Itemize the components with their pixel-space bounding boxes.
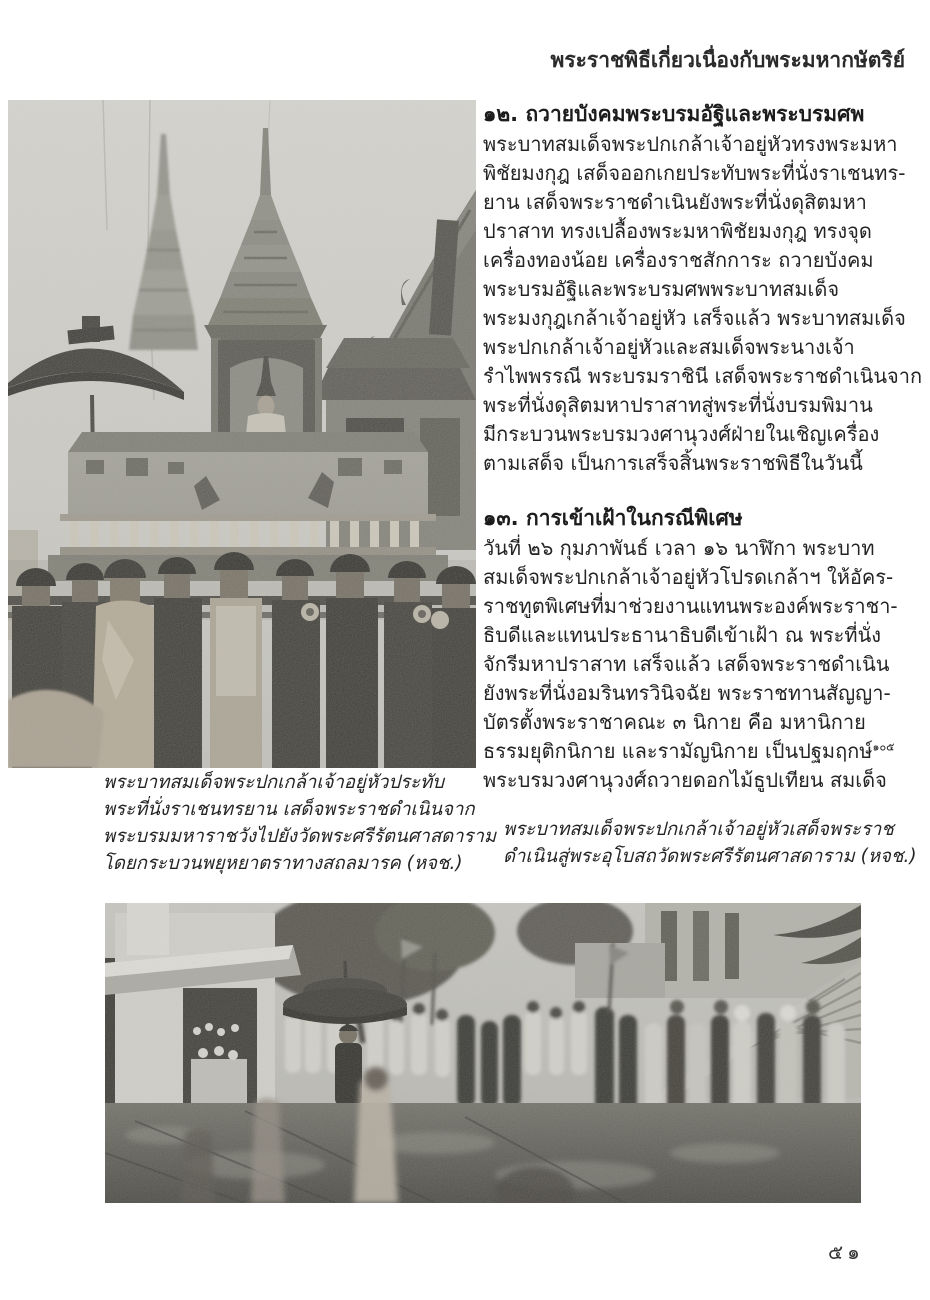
- section-body-12: [483, 130, 923, 478]
- text-line: รำไพพรรณี พระบรมราชินี เสด็จพระราชดำเนินจาก: [483, 364, 923, 388]
- text-line: พิชัยมงกุฎ เสด็จออกเกยประทับพระที่นั่งราเชนทร-: [483, 161, 906, 185]
- text-line: ตามเสด็จ เป็นการเสร็จสิ้นพระราชพิธีในวันนี้: [483, 451, 863, 475]
- text-line: ปราสาท ทรงเปลื้องพระมหาพิชัยมงกุฎ ทรงจุด: [483, 219, 872, 243]
- text-line: มีกระบวนพระบรมวงศานุวงศ์ฝ่ายในเชิญเครื่อง: [483, 422, 880, 446]
- page-number: ๕๑: [828, 1240, 864, 1264]
- text-line: สมเด็จพระปกเกล้าเจ้าอยู่หัวโปรดเกล้าฯ ให้อัคร-: [483, 565, 894, 589]
- text-line: ยาน เสด็จพระราชดำเนินยังพระที่นั่งดุสิตมหา: [483, 190, 867, 214]
- section-heading-13: ๑๓. การเข้าเฝ้าในกรณีพิเศษ: [483, 506, 743, 530]
- text-line: ราชทูตพิเศษที่มาช่วยงานแทนพระองค์พระราชา-: [483, 594, 898, 618]
- text-line: พระบาทสมเด็จพระปกเกล้าเจ้าอยู่หัวทรงพระมหา: [483, 132, 898, 156]
- text-line: ธิบดีและแทนประธานาธิบดีเข้าเฝ้า ณ พระที่นั่ง: [483, 623, 882, 647]
- text-line: ธรรมยุติกนิกาย และรามัญนิกาย เป็นปฐมฤกษ์$^{๑๐๕}$: [483, 739, 895, 763]
- palanquin-procession-photo: [8, 100, 476, 768]
- royal-walk-illustration: [105, 903, 861, 1203]
- text-line: พระปกเกล้าเจ้าอยู่หัวและสมเด็จพระนางเจ้า: [483, 335, 855, 359]
- royal-walk-photo: [105, 903, 861, 1203]
- text-line: พระบรมวงศานุวงศ์ถวายดอกไม้ธูปเทียน สมเด็จ: [483, 768, 887, 792]
- running-head: พระราชพิธีเกี่ยวเนื่องกับพระมหากษัตริย์: [550, 48, 905, 72]
- text-column: [483, 98, 923, 801]
- text-line: วันที่ ๒๖ กุมภาพันธ์ เวลา ๑๖ นาฬิกา พระบาท: [483, 536, 875, 560]
- palanquin-procession-illustration: [8, 100, 476, 768]
- text-line: พระที่นั่งดุสิตมหาปราสาทสู่พระที่นั่งบรมพิมาน: [483, 393, 873, 417]
- caption-left-photo: [103, 769, 497, 877]
- footnote-marker: ๑๐๕: [872, 740, 895, 754]
- section-body-13: [483, 534, 923, 795]
- text-line: โดยกระบวนพยุหยาตราทางสถลมารค (หจช.): [103, 853, 463, 874]
- section-heading-12: ๑๒. ถวายบังคมพระบรมอัฐิและพระบรมศพ: [483, 102, 865, 126]
- text-line: พระบรมมหาราชวังไปยังวัดพระศรีรัตนศาสดาราม: [103, 826, 497, 847]
- text-line: พระมงกุฎเกล้าเจ้าอยู่หัว เสร็จแล้ว พระบาทสมเด็จ: [483, 306, 906, 330]
- text-line: ดำเนินสู่พระอุโบสถวัดพระศรีรัตนศาสดาราม (หจช.): [503, 846, 917, 867]
- text-line: เครื่องทองน้อย เครื่องราชสักการะ ถวายบังคม: [483, 248, 874, 272]
- text-line: จักรีมหาปราสาท เสร็จแล้ว เสด็จพระราชดำเนิน: [483, 652, 890, 676]
- text-line: บัตรตั้งพระราชาคณะ ๓ นิกาย คือ มหานิกาย: [483, 710, 866, 734]
- section-gap: [483, 484, 923, 502]
- text-line: พระที่นั่งราเชนทรยาน เสด็จพระราชดำเนินจาก: [103, 799, 475, 820]
- text-line: พระบาทสมเด็จพระปกเกล้าเจ้าอยู่หัวประทับ: [103, 772, 444, 793]
- text-line: พระบรมอัฐิและพระบรมศพพระบาทสมเด็จ: [483, 277, 840, 301]
- text-line: ยังพระที่นั่งอมรินทรวินิจฉัย พระราชทานสัญญา-: [483, 681, 891, 705]
- text-line: พระบาทสมเด็จพระปกเกล้าเจ้าอยู่หัวเสด็จพระราช: [503, 819, 894, 840]
- caption-bottom-photo: [503, 816, 923, 870]
